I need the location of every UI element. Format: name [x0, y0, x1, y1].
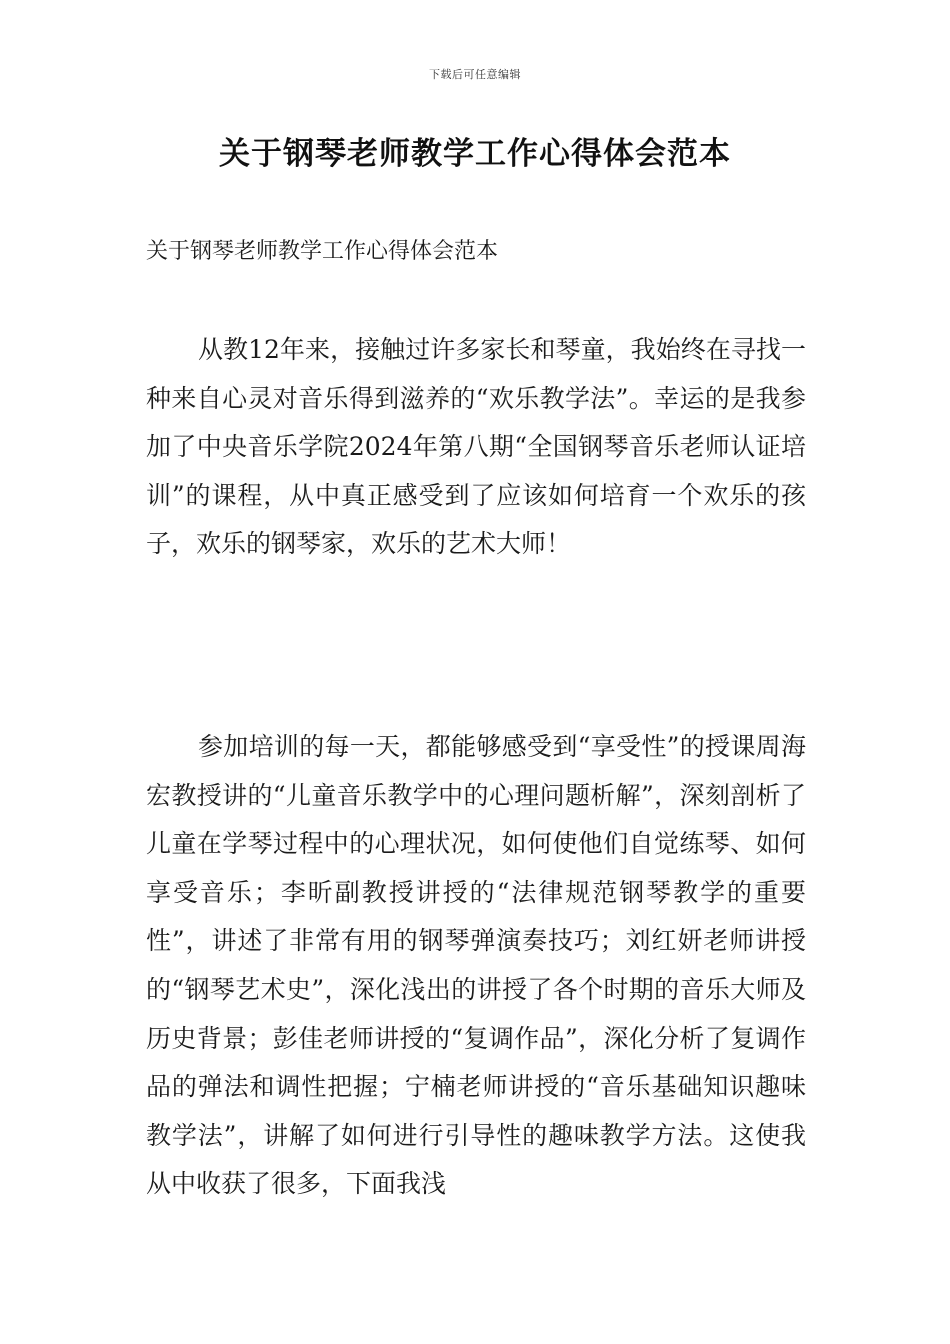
- header-note: 下载后可任意编辑: [429, 68, 521, 81]
- paragraph-intro: 从教12年来，接触过许多家长和琴童，我始终在寻找一种来自心灵对音乐得到滋养的“欢乐教学法”。幸运的是我参加了中央音乐学院2024年第八期“全国钢琴音乐老师认证培训”的课程，从中真正感受到了应该如何培育一个欢乐的孩子，欢乐的钢琴家，欢乐的艺术大师！: [146, 335, 806, 559]
- paragraph-training: 参加培训的每一天，都能够感受到“享受性”的授课周海宏教授讲的“儿童音乐教学中的心理问题析解”，深刻剖析了儿童在学琴过程中的心理状况，如何使他们自觉练琴、如何享受音乐；李昕副教授讲授的“法律规范钢琴教学的重要性”，讲述了非常有用的钢琴弹演奏技巧；刘红妍老师讲授的“钢琴艺术史”，深化浅出的讲授了各个时期的音乐大师及历史背景；彭佳老师讲授的“复调作品”，深化分析了复调作品的弹法和调性把握；宁楠老师讲授的“音乐基础知识趣味教学法”，讲解了如何进行引导性的趣味教学方法。这使我从中收获了很多，下面我浅: [146, 732, 806, 1199]
- document-title: 关于钢琴老师教学工作心得体会范本: [219, 136, 731, 172]
- document-subtitle: 关于钢琴老师教学工作心得体会范本: [146, 239, 499, 264]
